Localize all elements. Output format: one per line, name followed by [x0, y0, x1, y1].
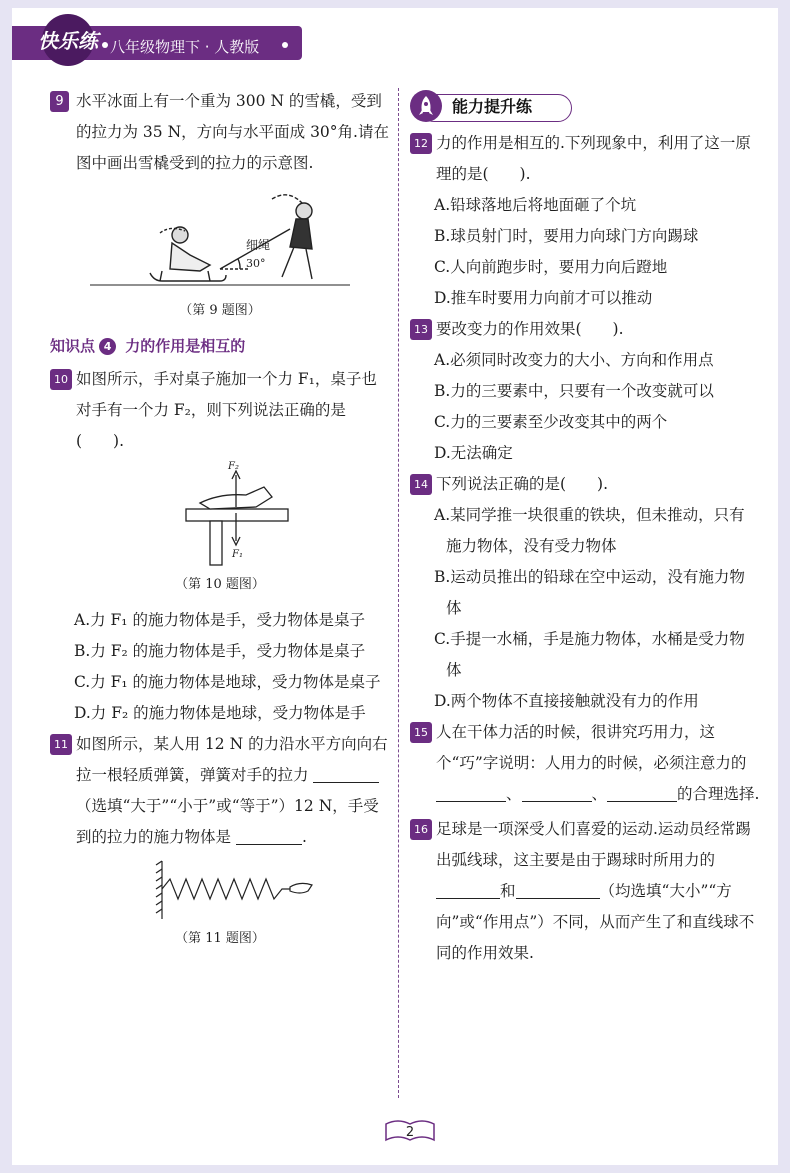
question-text: 人在干体力活的时候，很讲究巧用力，这个“巧”字说明：人用力的时候，必须注意力的 — [436, 723, 747, 772]
question-text: 下列说法正确的是( ). — [436, 475, 609, 493]
header-dot — [282, 42, 288, 48]
question-15 — [410, 717, 760, 810]
question-16 — [410, 814, 760, 969]
option-b[interactable]: B.力 F₂ 的施力物体是手，受力物体是桌子 — [74, 642, 366, 660]
answer-blank[interactable] — [436, 880, 500, 899]
option-b[interactable]: B.力的三要素中，只要有一个改变就可以 — [434, 382, 714, 400]
question-number: 12 — [410, 133, 432, 154]
brand-logo — [38, 12, 102, 68]
page-number: 2 — [405, 1125, 415, 1140]
figure-9-sled — [50, 185, 390, 295]
option-a[interactable]: A.必须同时改变力的大小、方向和作用点 — [434, 351, 714, 369]
option-b[interactable]: B.运动员推出的铅球在空中运动，没有施力物体 — [434, 568, 745, 617]
option-a[interactable]: A.某同学推一块很重的铁块，但未推动，只有施力物体，没有受力物体 — [434, 506, 745, 555]
section-heading — [410, 92, 760, 124]
figure-caption: （第 9 题图） — [179, 303, 261, 318]
question-number: 15 — [410, 722, 432, 743]
question-14 — [410, 469, 760, 500]
answer-blank[interactable] — [236, 826, 302, 845]
question-12 — [410, 128, 760, 190]
question-number: 10 — [50, 369, 72, 390]
right-column — [410, 86, 760, 969]
knowledge-number: 4 — [99, 338, 116, 355]
answer-blank[interactable] — [522, 783, 592, 802]
knowledge-label: 知识点 — [50, 337, 96, 355]
question-13 — [410, 314, 760, 345]
force-f1-label: F₁ — [232, 549, 243, 560]
page — [12, 8, 778, 1165]
answer-blank[interactable] — [516, 880, 600, 899]
question-text: 要改变力的作用效果( ). — [436, 320, 624, 338]
question-text: 的合理选择. — [677, 785, 760, 803]
question-number: 11 — [50, 734, 72, 755]
question-text: 如图所示，手对桌子施加一个力 F₁，桌子也对手有一个力 F₂，则下列说法正确的是( ). — [76, 370, 377, 450]
column-divider — [398, 88, 399, 1098]
question-text: 水平冰面上有一个重为 300 N 的雪橇，受到的拉力为 35 N，方向与水平面成 30°角.请在图中画出雪橇受到的拉力的示意图. — [76, 92, 389, 172]
option-b[interactable]: B.球员射门时，要用力向球门方向踢球 — [434, 227, 699, 245]
question-9 — [50, 86, 390, 179]
answer-blank[interactable] — [313, 764, 379, 783]
question-11 — [50, 729, 390, 853]
question-text: （选填“大于”“小于”或“等于”）12 N，手受到的拉力的施力物体是 — [76, 797, 379, 846]
question-number: 9 — [50, 91, 69, 112]
figure-11-spring — [50, 853, 390, 923]
force-f2-label: F₂ — [228, 461, 239, 472]
figure-10-hand-table — [50, 457, 390, 569]
figure-caption: （第 10 题图） — [175, 577, 265, 592]
question-text: 和 — [500, 882, 516, 900]
knowledge-point-heading — [50, 331, 390, 362]
header-title: 八年级物理下 · 人教版 — [110, 38, 260, 56]
option-c[interactable]: C.力的三要素至少改变其中的两个 — [434, 413, 668, 431]
separator: 、 — [506, 785, 522, 803]
question-text: 足球是一项深受人们喜爱的运动.运动员经常踢出弧线球，这主要是由于踢球时所用力的 — [436, 820, 751, 869]
option-a[interactable]: A.力 F₁ 的施力物体是手，受力物体是桌子 — [74, 611, 365, 629]
answer-blank[interactable] — [436, 783, 506, 802]
question-number: 13 — [410, 319, 432, 340]
question-10 — [50, 364, 390, 457]
rocket-icon — [410, 90, 442, 122]
header-dot — [102, 42, 108, 48]
knowledge-title: 力的作用是相互的 — [125, 337, 246, 355]
option-d[interactable]: D.两个物体不直接接触就没有力的作用 — [434, 692, 699, 710]
logo-text: 快乐练 — [38, 29, 98, 53]
question-text: . — [301, 828, 307, 846]
option-c[interactable]: C.力 F₁ 的施力物体是地球，受力物体是桌子 — [74, 673, 381, 691]
question-number: 16 — [410, 819, 432, 840]
option-d[interactable]: D.力 F₂ 的施力物体是地球，受力物体是手 — [74, 704, 366, 722]
angle-label: 30° — [246, 257, 266, 270]
answer-blank[interactable] — [607, 783, 677, 802]
question-number: 14 — [410, 474, 432, 495]
question-text: 如图所示，某人用 12 N 的力沿水平方向向右拉一根轻质弹簧，弹簧对手的拉力 — [76, 735, 388, 784]
option-c[interactable]: C.人向前跑步时，要用力向后蹬地 — [434, 258, 668, 276]
option-d[interactable]: D.推车时要用力向前才可以推动 — [434, 289, 653, 307]
separator: 、 — [591, 785, 608, 803]
question-text: （均选填“大小”“方向”或“作用点”）不同，从而产生了和直线球不同的作用效果. — [436, 882, 755, 962]
rope-label: 细绳 — [246, 238, 271, 252]
question-text: 力的作用是相互的.下列现象中，利用了这一原理的是( ). — [436, 134, 751, 183]
option-a[interactable]: A.铅球落地后将地面砸了个坑 — [434, 196, 637, 214]
section-title: 能力提升练 — [452, 97, 533, 116]
page-number-badge — [382, 1116, 438, 1144]
figure-caption: （第 11 题图） — [175, 931, 265, 946]
left-column — [50, 86, 390, 959]
option-d[interactable]: D.无法确定 — [434, 444, 513, 462]
option-c[interactable]: C.手提一水桶，手是施力物体，水桶是受力物体 — [434, 630, 745, 679]
